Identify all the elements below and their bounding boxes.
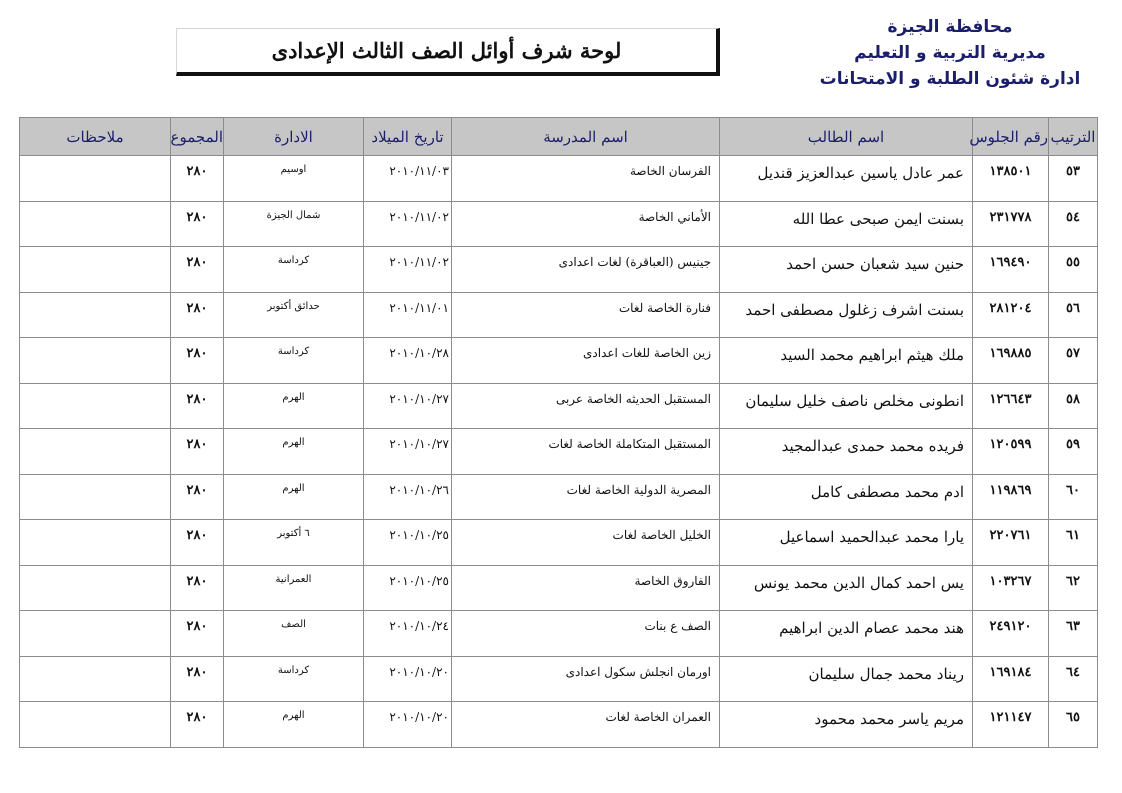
table-row bbox=[20, 474, 1098, 520]
birth-date-cell: ٢٠١٠/١٠/٢٠ bbox=[364, 656, 452, 702]
student-name-cell: ريناد محمد جمال سليمان bbox=[720, 656, 973, 702]
seat-number-cell: ١٢٠٥٩٩ bbox=[973, 429, 1049, 475]
seat-number-cell: ١٢١١٤٧ bbox=[973, 702, 1049, 748]
rank-cell: ٥٣ bbox=[1049, 156, 1098, 202]
notes-cell bbox=[20, 611, 171, 657]
seat-number-cell: ١٦٩٨٨٥ bbox=[973, 338, 1049, 384]
total-cell: ٢٨٠ bbox=[171, 520, 224, 566]
administration-cell: الهرم bbox=[224, 702, 364, 748]
seat-number-cell: ٢٢٠٧٦١ bbox=[973, 520, 1049, 566]
notes-cell bbox=[20, 247, 171, 293]
governorate-label: محافظة الجيزة bbox=[887, 17, 1013, 37]
table-row bbox=[20, 429, 1098, 475]
school-name-cell: جينيس (العباقرة) لغات اعدادى bbox=[452, 247, 720, 293]
rank-cell: ٦٠ bbox=[1049, 474, 1098, 520]
table-row bbox=[20, 201, 1098, 247]
birth-date-cell: ٢٠١٠/١١/٠٢ bbox=[364, 201, 452, 247]
column-header-total: المجموع bbox=[171, 118, 224, 156]
birth-date-cell: ٢٠١٠/١٠/٢٧ bbox=[364, 429, 452, 475]
rank-cell: ٦١ bbox=[1049, 520, 1098, 566]
page-title: لوحة شرف أوائل الصف الثالث الإعدادى bbox=[271, 38, 622, 63]
total-cell: ٢٨٠ bbox=[171, 292, 224, 338]
birth-date-cell: ٢٠١٠/١٠/٢٤ bbox=[364, 611, 452, 657]
rank-cell: ٥٨ bbox=[1049, 383, 1098, 429]
student-name-cell: حنين سيد شعبان حسن احمد bbox=[720, 247, 973, 293]
total-cell: ٢٨٠ bbox=[171, 656, 224, 702]
total-cell: ٢٨٠ bbox=[171, 338, 224, 384]
administration-cell: حدائق أكتوبر bbox=[224, 292, 364, 338]
column-header-school-name: اسم المدرسة bbox=[452, 118, 720, 156]
school-name-cell: الأماني الخاصة bbox=[452, 201, 720, 247]
column-header-birth-date: تاريخ الميلاد bbox=[364, 118, 452, 156]
notes-cell bbox=[20, 565, 171, 611]
school-name-cell: زين الخاصة للغات اعدادى bbox=[452, 338, 720, 384]
rank-cell: ٥٥ bbox=[1049, 247, 1098, 293]
birth-date-cell: ٢٠١٠/١١/٠٢ bbox=[364, 247, 452, 293]
seat-number-cell: ١٣٨٥٠١ bbox=[973, 156, 1049, 202]
student-name-cell: هند محمد عصام الدين ابراهيم bbox=[720, 611, 973, 657]
notes-cell bbox=[20, 520, 171, 566]
school-name-cell: المصرية الدولية الخاصة لغات bbox=[452, 474, 720, 520]
seat-number-cell: ١٠٣٢٦٧ bbox=[973, 565, 1049, 611]
student-name-cell: عمر عادل ياسين عبدالعزيز قنديل bbox=[720, 156, 973, 202]
rank-cell: ٥٤ bbox=[1049, 201, 1098, 247]
rank-cell: ٦٥ bbox=[1049, 702, 1098, 748]
seat-number-cell: ١٦٩٤٩٠ bbox=[973, 247, 1049, 293]
school-name-cell: الخليل الخاصة لغات bbox=[452, 520, 720, 566]
rank-cell: ٥٧ bbox=[1049, 338, 1098, 384]
department-label: ادارة شئون الطلبة و الامتحانات bbox=[819, 69, 1081, 89]
rank-cell: ٦٤ bbox=[1049, 656, 1098, 702]
student-name-cell: انطونى مخلص ناصف خليل سليمان bbox=[720, 383, 973, 429]
rank-cell: ٥٩ bbox=[1049, 429, 1098, 475]
student-name-cell: يارا محمد عبدالحميد اسماعيل bbox=[720, 520, 973, 566]
school-name-cell: المستقبل المتكاملة الخاصة لغات bbox=[452, 429, 720, 475]
total-cell: ٢٨٠ bbox=[171, 565, 224, 611]
birth-date-cell: ٢٠١٠/١٠/٢٥ bbox=[364, 565, 452, 611]
total-cell: ٢٨٠ bbox=[171, 702, 224, 748]
total-cell: ٢٨٠ bbox=[171, 201, 224, 247]
notes-cell bbox=[20, 656, 171, 702]
column-header-notes: ملاحظات bbox=[20, 118, 171, 156]
table-header-row bbox=[20, 118, 1098, 156]
rank-cell: ٦٢ bbox=[1049, 565, 1098, 611]
column-header-seat-number: رقم الجلوس bbox=[973, 118, 1049, 156]
total-cell: ٢٨٠ bbox=[171, 156, 224, 202]
school-name-cell: الفاروق الخاصة bbox=[452, 565, 720, 611]
student-name-cell: بسنت ايمن صبحى عطا الله bbox=[720, 201, 973, 247]
school-name-cell: الصف ع بنات bbox=[452, 611, 720, 657]
student-name-cell: ادم محمد مصطفى كامل bbox=[720, 474, 973, 520]
table-row bbox=[20, 247, 1098, 293]
student-name-cell: مريم ياسر محمد محمود bbox=[720, 702, 973, 748]
birth-date-cell: ٢٠١٠/١١/٠١ bbox=[364, 292, 452, 338]
column-header-student-name: اسم الطالب bbox=[720, 118, 973, 156]
administration-cell: كرداسة bbox=[224, 338, 364, 384]
administration-cell: الصف bbox=[224, 611, 364, 657]
birth-date-cell: ٢٠١٠/١٠/٢٠ bbox=[364, 702, 452, 748]
directorate-label: مديرية التربية و التعليم bbox=[854, 43, 1046, 63]
student-name-cell: فريده محمد حمدى عبدالمجيد bbox=[720, 429, 973, 475]
student-name-cell: ملك هيثم ابراهيم محمد السيد bbox=[720, 338, 973, 384]
column-header-administration: الادارة bbox=[224, 118, 364, 156]
table-row bbox=[20, 156, 1098, 202]
student-name-cell: بسنت اشرف زغلول مصطفى احمد bbox=[720, 292, 973, 338]
seat-number-cell: ١١٩٨٦٩ bbox=[973, 474, 1049, 520]
seat-number-cell: ٢٤٩١٢٠ bbox=[973, 611, 1049, 657]
administration-cell: ٦ أكتوبر bbox=[224, 520, 364, 566]
table-row bbox=[20, 656, 1098, 702]
honor-roll-table bbox=[19, 117, 1098, 748]
total-cell: ٢٨٠ bbox=[171, 611, 224, 657]
birth-date-cell: ٢٠١٠/١٠/٢٧ bbox=[364, 383, 452, 429]
rank-cell: ٥٦ bbox=[1049, 292, 1098, 338]
table-row bbox=[20, 338, 1098, 384]
notes-cell bbox=[20, 156, 171, 202]
notes-cell bbox=[20, 292, 171, 338]
seat-number-cell: ٢٨١٢٠٤ bbox=[973, 292, 1049, 338]
total-cell: ٢٨٠ bbox=[171, 474, 224, 520]
birth-date-cell: ٢٠١٠/١١/٠٣ bbox=[364, 156, 452, 202]
birth-date-cell: ٢٠١٠/١٠/٢٦ bbox=[364, 474, 452, 520]
school-name-cell: المستقبل الحديثه الخاصة عربى bbox=[452, 383, 720, 429]
rank-cell: ٦٣ bbox=[1049, 611, 1098, 657]
table-row bbox=[20, 292, 1098, 338]
table-row bbox=[20, 611, 1098, 657]
total-cell: ٢٨٠ bbox=[171, 383, 224, 429]
administration-cell: كرداسة bbox=[224, 656, 364, 702]
organization-header bbox=[800, 14, 1100, 92]
administration-cell: كرداسة bbox=[224, 247, 364, 293]
school-name-cell: الفرسان الخاصة bbox=[452, 156, 720, 202]
notes-cell bbox=[20, 383, 171, 429]
total-cell: ٢٨٠ bbox=[171, 247, 224, 293]
seat-number-cell: ٢٣١٧٧٨ bbox=[973, 201, 1049, 247]
administration-cell: اوسيم bbox=[224, 156, 364, 202]
title-box bbox=[176, 28, 720, 76]
birth-date-cell: ٢٠١٠/١٠/٢٨ bbox=[364, 338, 452, 384]
notes-cell bbox=[20, 201, 171, 247]
administration-cell: العمرانية bbox=[224, 565, 364, 611]
birth-date-cell: ٢٠١٠/١٠/٢٥ bbox=[364, 520, 452, 566]
school-name-cell: فنارة الخاصة لغات bbox=[452, 292, 720, 338]
administration-cell: الهرم bbox=[224, 429, 364, 475]
notes-cell bbox=[20, 702, 171, 748]
total-cell: ٢٨٠ bbox=[171, 429, 224, 475]
school-name-cell: العمران الخاصة لغات bbox=[452, 702, 720, 748]
notes-cell bbox=[20, 429, 171, 475]
administration-cell: شمال الجيزة bbox=[224, 201, 364, 247]
school-name-cell: اورمان انجلش سكول اعدادى bbox=[452, 656, 720, 702]
seat-number-cell: ١٦٩١٨٤ bbox=[973, 656, 1049, 702]
table-row bbox=[20, 702, 1098, 748]
notes-cell bbox=[20, 474, 171, 520]
student-name-cell: يس احمد كمال الدين محمد يونس bbox=[720, 565, 973, 611]
column-header-rank: الترتيب bbox=[1049, 118, 1098, 156]
table-row bbox=[20, 520, 1098, 566]
administration-cell: الهرم bbox=[224, 383, 364, 429]
table-row bbox=[20, 565, 1098, 611]
administration-cell: الهرم bbox=[224, 474, 364, 520]
notes-cell bbox=[20, 338, 171, 384]
table-row bbox=[20, 383, 1098, 429]
seat-number-cell: ١٢٦٦٤٣ bbox=[973, 383, 1049, 429]
